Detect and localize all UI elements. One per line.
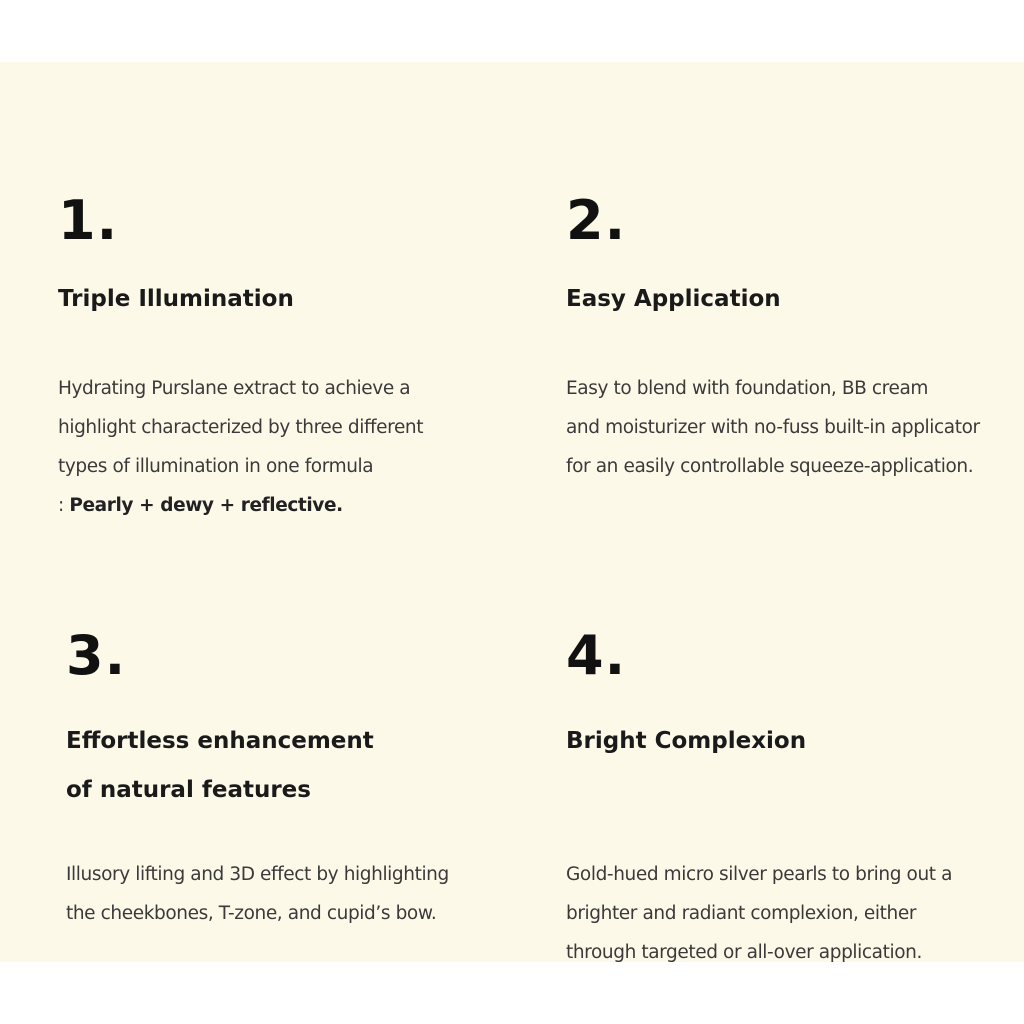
feature-description-line-emphasis (58, 486, 423, 525)
feature-description-line: highlight characterized by three different (58, 417, 424, 438)
feature-number: 2. (566, 189, 627, 252)
feature-description-line: for an easily controllable squeeze-application. (566, 456, 974, 477)
feature-description (566, 369, 980, 486)
feature-title-line: Easy Application (566, 286, 781, 312)
feature-title (566, 717, 806, 766)
feature-description-line: the cheekbones, T-zone, and cupid’s bow. (66, 903, 437, 924)
feature-number: 4. (566, 624, 627, 687)
feature-description (58, 369, 423, 525)
feature-title (66, 717, 374, 815)
feature-description-line: types of illumination in one formula (58, 456, 374, 477)
feature-title-line: Triple Illumination (58, 286, 294, 312)
feature-number: 3. (66, 624, 127, 687)
feature-description (566, 855, 952, 972)
feature-title-line: Bright Complexion (566, 728, 807, 754)
feature-title-line: Effortless enhancement (66, 728, 374, 754)
features-panel (0, 62, 1024, 962)
feature-description-line: Illusory lifting and 3D effect by highlighting (66, 864, 449, 885)
emphasis-text: Pearly + dewy + reflective. (69, 495, 343, 516)
feature-description-line: Gold-hued micro silver pearls to bring out a (566, 864, 953, 885)
feature-title (566, 284, 781, 314)
feature-description-line: through targeted or all-over application. (566, 942, 922, 963)
feature-title-line: of natural features (66, 777, 311, 803)
feature-description-line: and moisturizer with no-fuss built-in applicator (566, 417, 980, 438)
feature-number: 1. (58, 189, 119, 252)
feature-description (66, 855, 449, 933)
feature-description-line: Easy to blend with foundation, BB cream (566, 378, 929, 399)
feature-title (58, 284, 294, 314)
feature-description-line: brighter and radiant complexion, either (566, 903, 917, 924)
feature-description-line: Hydrating Purslane extract to achieve a (58, 378, 411, 399)
emphasis-prefix: : (58, 495, 70, 516)
